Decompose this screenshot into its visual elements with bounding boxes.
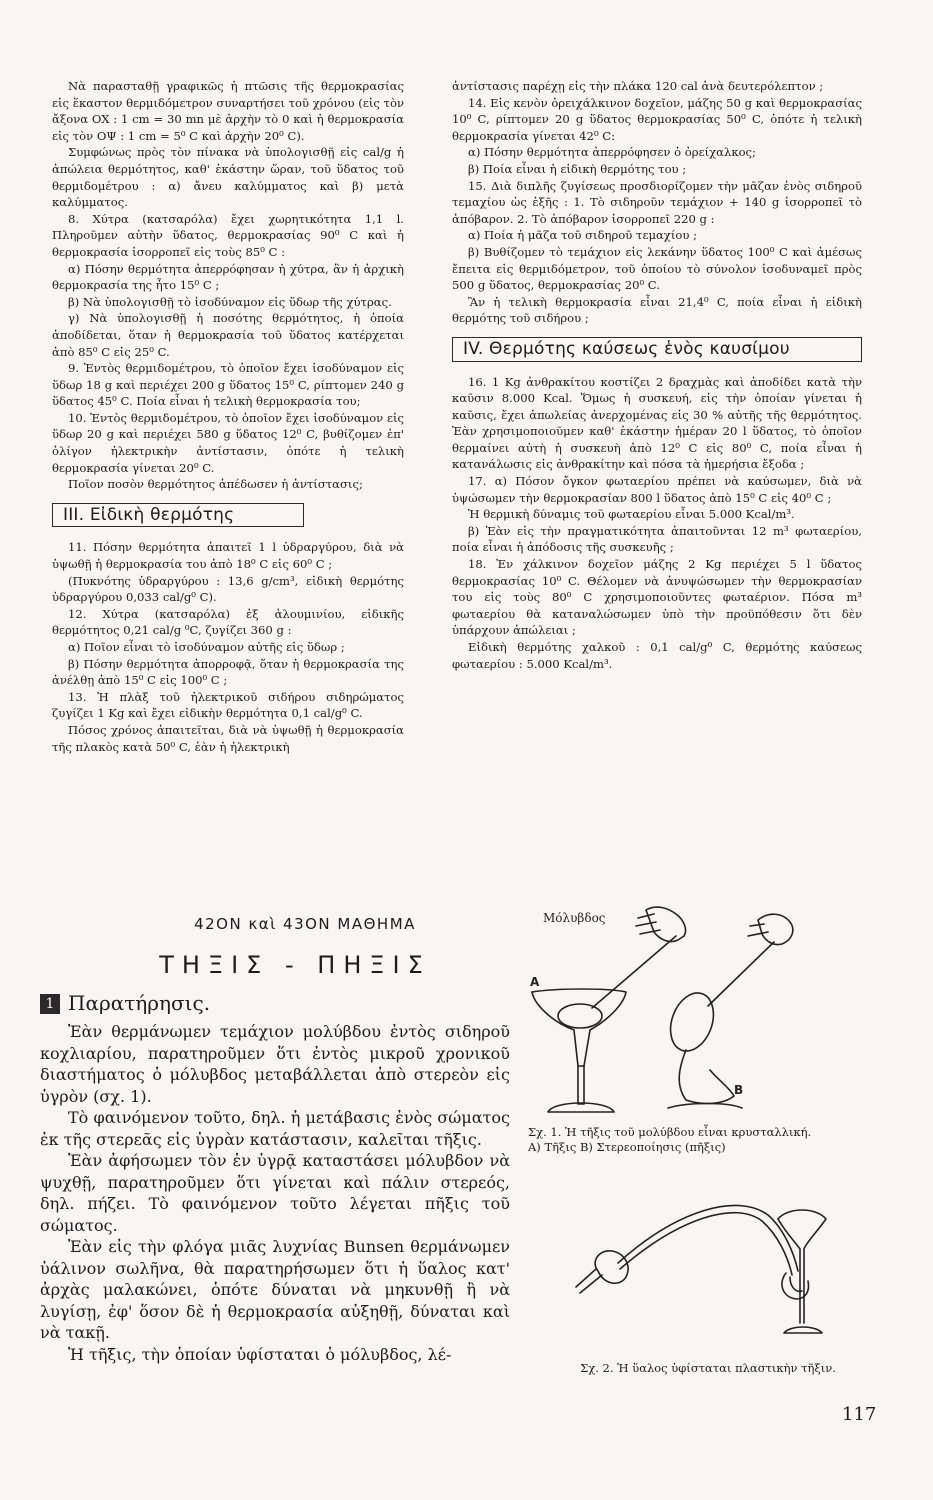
paragraph: Ἐὰν ἀφήσωμεν τὸν ἐν ὑγρᾷ καταστάσει μόλυβδον νὰ ψυχθῇ, παρατηροῦμεν ὅτι γίνεται καὶ πάλιν στερεός, δηλ. πήζει. Τὸ φαινόμενον τοῦτο λέγεται πῆξις τοῦ σώματος.	[40, 1151, 510, 1235]
paragraph: 14. Εἰς κενὸν ὀρειχάλκινον δοχεῖον, μάζης 50 g καὶ θερμοκρασίας 10⁰ C, ρίπτομεν 20 g ὕδατος θερμοκρασίας 50⁰ C, ὁπότε ἡ τελικὴ θερμοκρασία γίνεται 42⁰ C:	[452, 95, 862, 143]
chapter-title: ΤΗΞΙΣ - ΠΗΞΙΣ	[159, 951, 431, 979]
paragraph: 17. α) Πόσον ὄγκον φωταερίου πρέπει νὰ καύσωμεν, διὰ νὰ ὑψώσωμεν τὴν θερμοκρασίαν 800 l ὕδατος ἀπὸ 15⁰ C εἰς 40⁰ C ;	[452, 474, 862, 505]
figure-label-lead: Μόλυβδος	[543, 911, 606, 925]
paragraph: β) Πόσην θερμότητα ἀπορροφᾷ, ὅταν ἡ θερμοκρασία της ἀνέλθῃ ἀπὸ 15⁰ C εἰς 100⁰ C ;	[52, 656, 404, 688]
paragraph: α) Πόσην θερμότητα ἀπερρόφησεν ὁ ὀρείχαλκος;	[468, 145, 756, 160]
section-heading-combustion-heat: IV. Θερμότης καύσεως ἑνὸς καυσίμου	[452, 337, 862, 362]
paragraph: (Πυκνότης ὑδραργύρου : 13,6 g/cm³, εἰδικὴ θερμότης ὑδραργύρου 0,033 cal/g⁰ C).	[52, 573, 404, 605]
paragraph: α) Ποία ἡ μᾶζα τοῦ σιδηροῦ τεμαχίου ;	[468, 228, 697, 243]
paragraph: α) Ποῖον εἶναι τὸ ἰσοδύναμον αὐτῆς εἰς ὕδωρ ;	[68, 640, 345, 654]
observation-text	[40, 1021, 510, 1365]
paragraph: 13. Ἡ πλὰξ τοῦ ἠλεκτρικοῦ σιδήρου σιδηρώματος ζυγίζει 1 Kg καὶ ἔχει εἰδικὴν θερμότητα 0,1 cal/g⁰ C.	[52, 689, 404, 721]
section-heading-specific-heat: III. Εἰδικὴ θερμότης	[52, 503, 304, 528]
paragraph: Ἡ τῆξις, τὴν ὁποίαν ὑφίσταται ὁ μόλυβδος, λέ-	[68, 1344, 452, 1364]
figure-label-a: A	[530, 975, 540, 989]
paragraph: Ἂν ἡ τελικὴ θερμοκρασία εἶναι 21,4⁰ C, ποία εἶναι ἡ εἰδικὴ θερμότης τοῦ σιδήρου ;	[452, 294, 862, 326]
paragraph: Πόσος χρόνος ἀπαιτεῖται, διὰ νὰ ὑψωθῇ ἡ θερμοκρασία τῆς πλακὸς κατὰ 50⁰ C, ἐὰν ἡ ἠλεκτρικὴ	[52, 722, 404, 754]
paragraph: 18. Ἐν χάλκινον δοχεῖον μάζης 2 Kg περιέχει 5 l ὕδατος θερμοκρασίας 10⁰ C. Θέλομεν νὰ ἀνυψώσωμεν τὴν θερμοκρασίαν του εἰς τοὺς 80⁰ C χρησιμοποιοῦντες φωταέριον. Πόσα m³ φωταερίου θὰ καταναλώσωμεν ὑπὸ τὴν προϋπόθεσιν ὅτι δὲν ὑπάρχουν ἀπώλειαι ;	[452, 557, 862, 638]
paragraph: 12. Χύτρα (κατσαρόλα) ἐξ ἀλουμινίου, εἰδικῆς θερμότητος 0,21 cal/g ⁰C, ζυγίζει 360 g :	[52, 606, 404, 638]
paragraph: β) Νὰ ὑπολογισθῇ τὸ ἰσοδύναμον εἰς ὕδωρ τῆς χύτρας.	[68, 294, 392, 309]
section-number-badge: 1	[40, 994, 60, 1014]
left-column-bottom	[40, 915, 510, 1365]
paragraph: ἀντίστασις παρέχῃ εἰς τὴν πλάκα 120 cal ἀνὰ δευτερόλεπτον ;	[452, 79, 824, 93]
paragraph: 8. Χύτρα (κατσαρόλα) ἔχει χωρητικότητα 1,1 l. Πληροῦμεν αὐτὴν ὕδατος, θερμοκρασίας 90⁰ C καὶ ἡ θερμοκρασία ἰσορροπεῖ εἰς τοὺς 85⁰ C :	[52, 211, 404, 259]
right-column-top	[452, 78, 862, 672]
paragraph: Συμφώνως πρὸς τὸν πίνακα νὰ ὑπολογισθῇ εἰς cal/g ἡ ἀπώλεια θερμότητος, καθ' ἑκάστην ὥραν, τοῦ ὕδατος τοῦ θερμιδομέτρου : α) ἄνευ καλύμματος καὶ β) μετὰ καλύμματος.	[52, 145, 404, 210]
paragraph: 11. Πόσην θερμότητα ἀπαιτεῖ 1 l ὑδραργύρου, διὰ νὰ ὑψωθῇ ἡ θερμοκρασία του ἀπὸ 18⁰ C εἰς 60⁰ C ;	[52, 540, 404, 572]
paragraph: α) Πόσην θερμότητα ἀπερρόφησαν ἡ χύτρα, ἂν ἡ ἀρχικὴ θερμοκρασία της ἦτο 15⁰ C ;	[52, 261, 404, 293]
figure-2-caption: Σχ. 2. Ἡ ὕαλος ὑφίσταται πλαστικὴν τῆξιν.	[580, 1361, 836, 1375]
paragraph: Ποῖον ποσὸν θερμότητος ἀπέδωσεν ἡ ἀντίστασις;	[68, 477, 363, 492]
paragraph: Νὰ παρασταθῇ γραφικῶς ἡ πτῶσις τῆς θερμοκρασίας εἰς ἕκαστον θερμιδόμετρον συναρτήσει τοῦ χρόνου (εἰς τὸν ἄξονα OX : 1 cm = 30 mn μὲ ἀρχὴν τὸ 0 καὶ ἡ θερμοκρασία εἰς τὸν OΨ : 1 cm = 5⁰ C καὶ ἀρχὴν 20⁰ C).	[52, 79, 404, 143]
lesson-title: 42ΟΝ καὶ 43ΟΝ ΜΑΘΗΜΑ	[194, 915, 416, 933]
glass-tube-bunsen-illustration	[528, 1163, 888, 1373]
page-number: 117	[842, 1404, 877, 1425]
right-column-figures	[528, 900, 888, 1376]
paragraph: 10. Ἐντὸς θερμιδομέτρου, τὸ ὁποῖον ἔχει ἰσοδύναμον εἰς ὕδωρ 20 g καὶ περιέχει 580 g ὕδατος 12⁰ C, βυθίζομεν ἐπ' ὀλίγον ἠλεκτρικὴν ἀντίστασιν, ὁπότε ἡ τελικὴ θερμοκρασία γίνεται 20⁰ C.	[52, 410, 404, 475]
paragraph: β) Βυθίζομεν τὸ τεμάχιον εἰς λεκάνην ὕδατος 100⁰ C καὶ ἀμέσως ἔπειτα εἰς θερμιδόμετρον, τοῦ ὁποίου τὸ σύνολον ἰσοδυναμεῖ πρὸς 500 g ὕδατος, θερμοκρασίας 20⁰ C.	[452, 244, 862, 293]
paragraph: Ἐὰν θερμάνωμεν τεμάχιον μολύβδου ἐντὸς σιδηροῦ κοχλιαρίου, παρατηροῦμεν ὅτι ἐντὸς μικροῦ χρονικοῦ διαστήματος ὁ μόλυβδος μεταβάλλεται ἀπὸ στερεὸν εἰς ὑγρὸν (σχ. 1).	[40, 1022, 510, 1106]
paragraph: Ἐὰν εἰς τὴν φλόγα μιᾶς λυχνίας Bunsen θερμάνωμεν ὑάλινον σωλῆνα, θὰ παρατηρήσωμεν ὅτι ἡ ὕαλος κατ' ἀρχὰς μαλακώνει, ὁπότε δύναται νὰ μηκυνθῇ ἢ νὰ λυγίσῃ, ἐφ' ὅσον δὲ ἡ θερμοκρασία αὐξηθῇ, δύναται καὶ νὰ τακῇ.	[40, 1237, 510, 1342]
figure-1	[528, 900, 888, 1125]
paragraph: γ) Νὰ ὑπολογισθῇ ἡ ποσότης θερμότητος, ἡ ὁποία ἀποδίδεται, ὅταν ἡ θερμοκρασία τοῦ ὕδατος κατέρχεται ἀπὸ 85⁰ C εἰς 25⁰ C.	[52, 311, 404, 359]
paragraph: Τὸ φαινόμενον τοῦτο, δηλ. ἡ μετάβασις ἑνὸς σώματος ἐκ τῆς στερεᾶς εἰς ὑγρὰν κατάστασιν, καλεῖται τῆξις.	[40, 1108, 510, 1149]
figure-1-caption: Σχ. 1. Ἡ τῆξις τοῦ μολύβδου εἶναι κρυσταλλική.	[528, 1125, 812, 1139]
lead-melting-illustration	[528, 900, 888, 1125]
figure-2	[528, 1163, 888, 1373]
paragraph: β) Ποία εἶναι ἡ εἰδικὴ θερμότης του ;	[468, 161, 687, 176]
figure-1-subcaption: A) Τῆξις B) Στερεοποίησις (πῆξις)	[528, 1140, 726, 1154]
left-column-top	[52, 78, 404, 755]
section-heading-observation	[40, 991, 510, 1015]
section-heading-text: Παρατήρησις.	[68, 991, 211, 1015]
paragraph: 15. Διὰ διπλῆς ζυγίσεως προσδιορίζομεν τὴν μᾶζαν ἑνὸς σιδηροῦ τεμαχίου ὡς ἑξῆς : 1. Τὸ σιδηροῦν τεμάχιον + 140 g ἰσορροπεῖ τὸ ἀπόβαρον. 2. Τὸ ἀπόβαρον ἰσορροπεῖ 220 g :	[452, 178, 862, 226]
paragraph: Ἡ θερμικὴ δύναμις τοῦ φωταερίου εἶναι 5.000 Kcal/m³.	[468, 507, 795, 522]
paragraph: 9. Ἐντὸς θερμιδομέτρου, τὸ ὁποῖον ἔχει ἰσοδύναμον εἰς ὕδωρ 18 g καὶ περιέχει 200 g ὕδατος 15⁰ C, ρίπτομεν 240 g ὕδατος 45⁰ C. Ποία εἶναι ἡ τελικὴ θερμοκρασία του;	[52, 361, 404, 409]
paragraph: Εἰδικὴ θερμότης χαλκοῦ : 0,1 cal/g⁰ C, θερμότης καύσεως φωταερίου : 5.000 Kcal/m³.	[452, 640, 862, 671]
paragraph: 16. 1 Kg ἀνθρακίτου κοστίζει 2 δραχμὰς καὶ ἀποδίδει κατὰ τὴν καῦσιν 8.000 Kcal. Ὅμως ἡ συσκευή, εἰς τὴν ὁποίαν γίνεται ἡ καῦσις, ἔχει ἀπωλείας ἀνερχομένας εἰς 30 % αὐτῆς τῆς θερμότητος. Ἐὰν χρησιμοποιοῦμεν καθ' ἑκάστην ἡμέραν 20 l ὕδατος, τὸ ὁποῖον θερμαίνει αὐτὴ ἡ συσκευὴ ἀπὸ 12⁰ C εἰς 80⁰ C, ποία εἶναι ἡ κατανάλωσις εἰς ἀνθρακίτην καὶ πόσα τὰ ἡμερήσια ἔξοδα ;	[452, 374, 862, 472]
figure-label-b: B	[734, 1083, 744, 1097]
paragraph: β) Ἐὰν εἰς τὴν πραγματικότητα ἀπαιτοῦνται 12 m³ φωταερίου, ποία εἶναι ἡ ἀπόδοσις τῆς συσκευῆς ;	[452, 523, 862, 555]
